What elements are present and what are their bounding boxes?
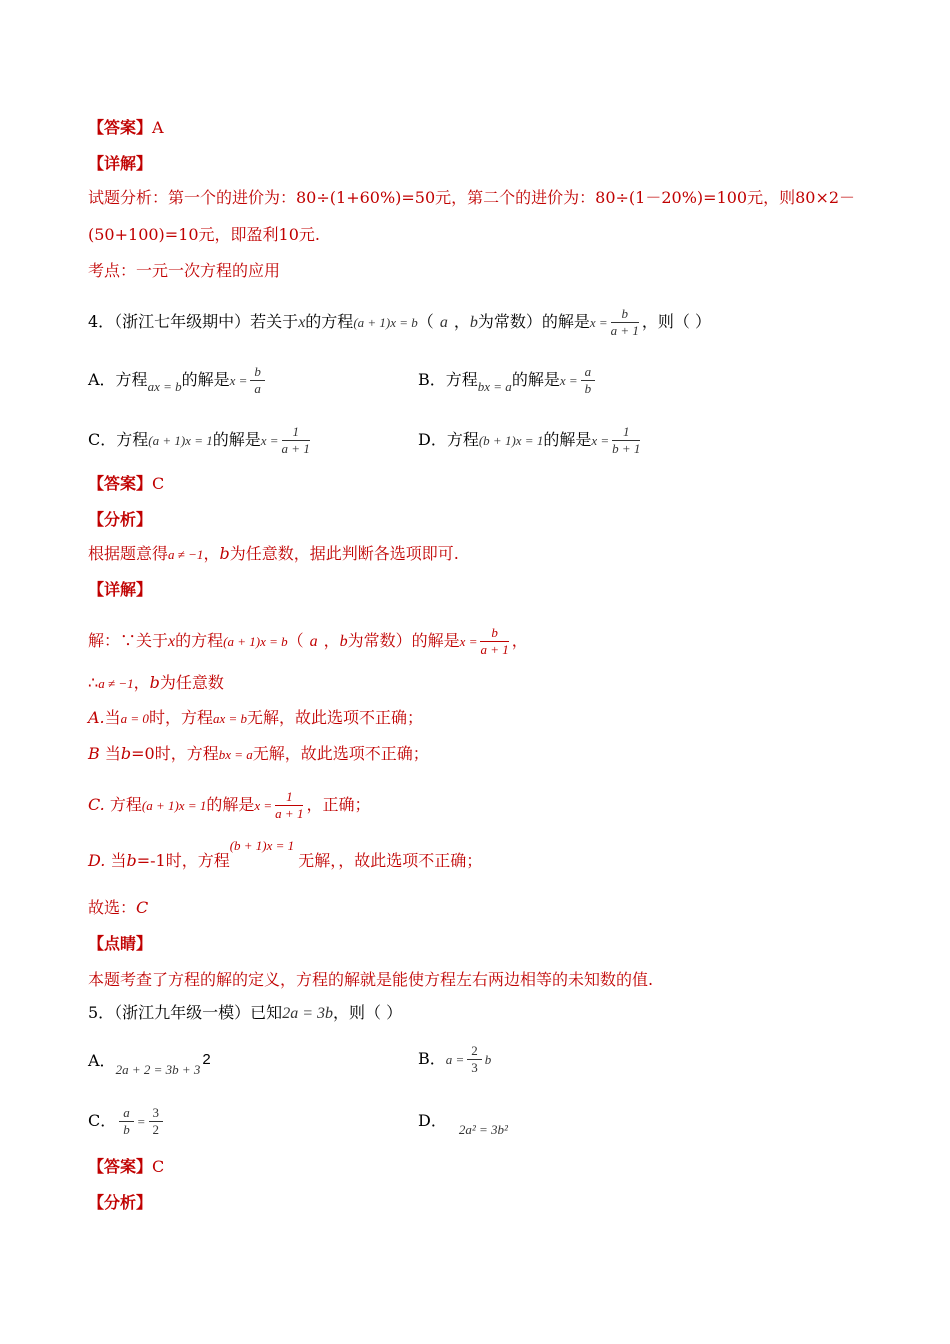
- q4-point-text: 本题考查了方程的解的定义，方程的解就是能使方程左右两边相等的未知数的值.: [88, 970, 654, 989]
- q5-stem-text: 5．（浙江九年级一模）已知: [88, 1003, 283, 1022]
- numerator: 1: [282, 424, 310, 441]
- text: 无解，，故此选项不正确；: [298, 851, 483, 870]
- option-label: C．方程: [88, 430, 149, 449]
- numerator: 2: [467, 1043, 482, 1060]
- q4-detail-line2: [88, 672, 224, 695]
- q4-equation: (a + 1)x = b: [353, 315, 418, 330]
- option-text: 的解是: [543, 430, 592, 449]
- text: 解：∵关于: [88, 631, 169, 650]
- text: 为任意数，据此判断各选项即可.: [229, 544, 459, 563]
- text: 为常数）的解是: [347, 631, 460, 650]
- text: =-1时，方程: [136, 851, 230, 870]
- fraction: [282, 424, 310, 457]
- q3-analysis-line1: 试题分析：第一个的进价为：80÷(1+60%)=50元，第二个的进价为：80÷(1－20%)=100元，则80×2－: [88, 188, 856, 207]
- q5-stem-text: ，则（ ）: [332, 1003, 403, 1022]
- var-b: b: [339, 633, 348, 650]
- equation: ax = b: [212, 711, 247, 726]
- text: 方程: [109, 795, 142, 814]
- q4-choice: [88, 897, 148, 919]
- q3-answer: [88, 117, 164, 139]
- var-b: b: [126, 851, 137, 870]
- equation: a = 0: [120, 711, 149, 726]
- equation: (b + 1)x = 1: [229, 838, 295, 853]
- var-x: x: [168, 633, 176, 650]
- choice-value: C: [136, 898, 149, 917]
- equation: a ≠ −1: [98, 676, 134, 691]
- option-letter: C.: [88, 795, 105, 814]
- x-equals: x =: [229, 373, 248, 388]
- denominator: a + 1: [610, 323, 639, 338]
- option-label: D．方程: [418, 430, 479, 449]
- equals: =: [136, 1114, 146, 1129]
- q4-detail-option-b: [88, 743, 429, 766]
- option-equation: b: [484, 1052, 492, 1067]
- text: 当: [110, 851, 127, 870]
- denominator: 3: [471, 1060, 478, 1075]
- text: 当: [104, 744, 121, 763]
- denominator: b + 1: [612, 441, 641, 456]
- q4-option-a: [88, 364, 268, 397]
- therefore-symbol: ∴: [88, 673, 99, 692]
- denominator: a + 1: [275, 806, 304, 821]
- denominator: 2: [152, 1122, 160, 1137]
- text: 无解，故此选项不正确；: [252, 744, 429, 763]
- text: （: [287, 631, 304, 650]
- q4-stem-text: ，则（ ）: [641, 312, 712, 331]
- equation: bx = a: [218, 747, 253, 762]
- text: 为任意数: [159, 673, 224, 692]
- var-b: b: [219, 544, 230, 563]
- option-text: 的解是: [212, 430, 261, 449]
- fraction: [119, 1105, 134, 1138]
- answer-tag: 【答案】: [88, 1157, 153, 1176]
- option-label: C．: [88, 1111, 117, 1130]
- numerator: b: [250, 364, 265, 381]
- option-label: A．方程: [88, 370, 148, 389]
- q5-analysis-tag: 【分析】: [88, 1193, 153, 1212]
- answer-tag: 【答案】: [88, 474, 153, 493]
- option-equation: (b + 1)x = 1: [478, 433, 544, 448]
- option-letter: D.: [88, 851, 106, 870]
- numerator: a: [119, 1105, 134, 1122]
- denominator: a + 1: [281, 441, 310, 456]
- q4-detail-option-d: [88, 838, 483, 873]
- option-letter: A.: [88, 708, 105, 727]
- var-a: a: [309, 633, 318, 650]
- q5-option-b: [418, 1043, 491, 1076]
- fraction: [581, 364, 596, 397]
- q4-stem: [88, 306, 711, 339]
- text: ，: [133, 673, 150, 692]
- q4-stem-text: （: [417, 312, 434, 331]
- q4-stem-text: ，: [453, 312, 470, 331]
- numerator: 1: [612, 424, 640, 441]
- q5-option-a: [88, 1050, 211, 1077]
- text: 当: [104, 708, 121, 727]
- q4-stem-text: 的方程: [305, 312, 354, 331]
- option-letter: B: [88, 744, 100, 763]
- superscript: 2: [202, 1051, 211, 1068]
- q3-detail-tag: 【详解】: [88, 154, 153, 173]
- text: ，: [203, 544, 220, 563]
- text: ，: [323, 631, 340, 650]
- option-equation: 2a + 2 = 3b + 3: [115, 1062, 201, 1077]
- option-equation: ax = b: [147, 379, 182, 394]
- fraction: [149, 1105, 164, 1138]
- text: 无解，故此选项不正确；: [247, 708, 424, 727]
- q4-option-c: [88, 424, 313, 457]
- numerator: a: [581, 364, 596, 381]
- option-label: A．: [88, 1051, 116, 1070]
- option-equation: (a + 1)x = 1: [148, 433, 213, 448]
- var-a: a: [439, 314, 448, 331]
- numerator: b: [480, 625, 508, 642]
- option-label: B．方程: [418, 370, 478, 389]
- x-equals: x =: [589, 315, 608, 330]
- denominator: b: [123, 1122, 130, 1137]
- option-text: 的解是: [181, 370, 230, 389]
- q4-detail-option-c: [88, 789, 370, 822]
- q5-option-d: [418, 1110, 508, 1137]
- q4-option-b: [418, 364, 598, 397]
- text: 的方程: [175, 631, 224, 650]
- fraction: [250, 364, 265, 397]
- numerator: 1: [275, 789, 303, 806]
- equation: a ≠ −1: [168, 547, 204, 562]
- q4-stem-text: 为常数）的解是: [477, 312, 590, 331]
- equation: (a + 1)x = b: [223, 634, 288, 649]
- text: ，: [511, 631, 528, 650]
- x-equals: x =: [559, 373, 578, 388]
- equation: (a + 1)x = 1: [141, 798, 207, 813]
- x-equals: x =: [591, 433, 610, 448]
- text: =0时，方程: [131, 744, 219, 763]
- fraction: [480, 625, 508, 658]
- var-x: x: [298, 314, 306, 331]
- answer-value: C: [152, 474, 165, 493]
- q4-analysis: [88, 543, 459, 566]
- fraction: [467, 1043, 482, 1076]
- option-text: 的解是: [511, 370, 560, 389]
- option-equation: 2a² = 3b²: [458, 1122, 508, 1137]
- q4-option-d: [418, 424, 643, 457]
- answer-tag: 【答案】: [88, 118, 153, 137]
- fraction: [611, 306, 639, 339]
- q5-answer: [88, 1156, 164, 1178]
- q4-detail-line1: [88, 625, 528, 658]
- text: 故选：: [88, 898, 137, 917]
- option-label: D．: [418, 1111, 447, 1130]
- q5-option-c: [88, 1105, 166, 1138]
- fraction: [612, 424, 640, 457]
- text: 的解是: [206, 795, 255, 814]
- q4-detail-option-a: [88, 707, 423, 730]
- text: 时，方程: [148, 708, 213, 727]
- text: ，正确；: [306, 795, 371, 814]
- q4-point-tag: 【点睛】: [88, 934, 153, 953]
- denominator: b: [584, 381, 592, 396]
- var-b: b: [149, 673, 160, 692]
- denominator: a + 1: [480, 642, 509, 657]
- numerator: 3: [149, 1105, 164, 1122]
- q3-kaodian: 考点：一元一次方程的应用: [88, 261, 281, 280]
- option-label: B．: [418, 1049, 446, 1068]
- q3-analysis-line2: (50+100)=10元，即盈利10元.: [88, 225, 321, 244]
- q4-stem-text: 4．（浙江七年级期中）若关于: [88, 312, 299, 331]
- x-equals: x =: [254, 798, 273, 813]
- q4-detail-tag: 【详解】: [88, 580, 153, 599]
- q4-analysis-tag: 【分析】: [88, 510, 153, 529]
- denominator: a: [254, 381, 261, 396]
- fraction: [275, 789, 303, 822]
- q5-stem: [88, 1002, 402, 1025]
- q5-equation: 2a = 3b: [282, 1005, 333, 1022]
- q4-answer: [88, 473, 164, 495]
- option-equation: a =: [445, 1052, 465, 1067]
- answer-value: C: [152, 1157, 165, 1176]
- text: 根据题意得: [88, 544, 169, 563]
- x-equals: x =: [459, 634, 478, 649]
- var-b: b: [469, 314, 478, 331]
- option-equation: bx = a: [477, 379, 512, 394]
- x-equals: x =: [260, 433, 279, 448]
- answer-value: A: [152, 118, 164, 137]
- numerator: b: [611, 306, 639, 323]
- var-b: b: [120, 744, 132, 763]
